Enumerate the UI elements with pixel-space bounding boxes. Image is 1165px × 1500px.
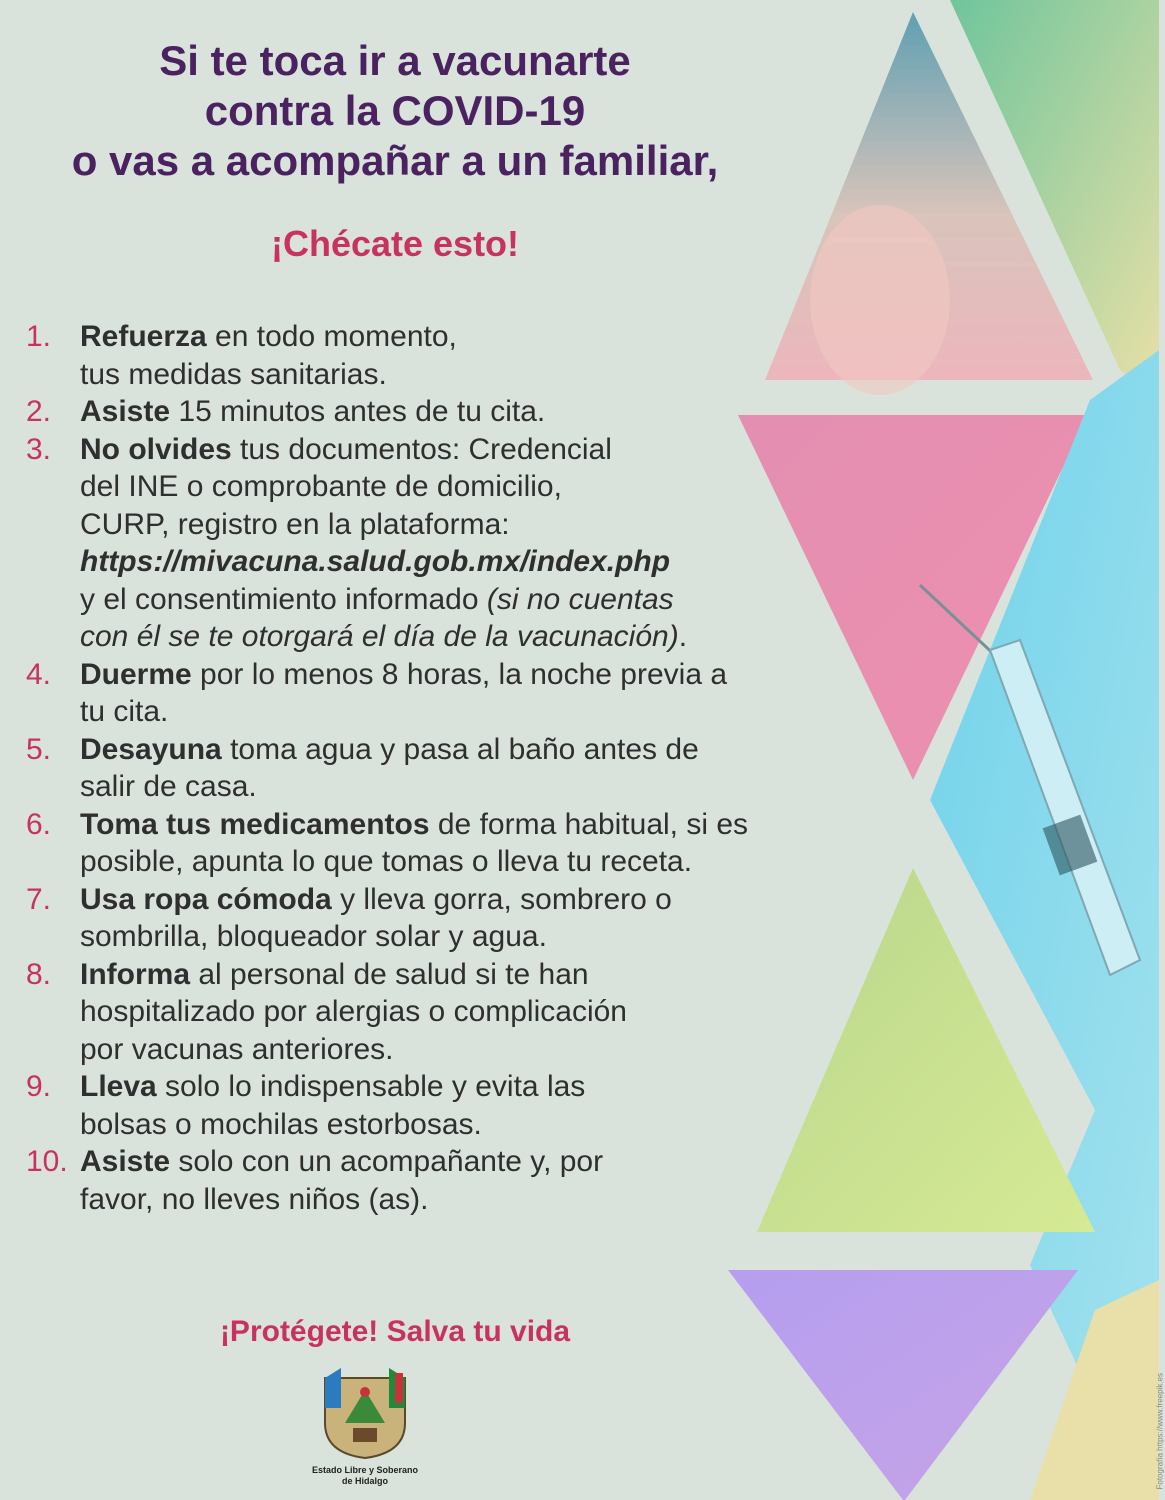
item-text: con él se te otorgará el día de la vacunación) xyxy=(80,620,679,653)
checklist-item xyxy=(26,956,876,1069)
coat-of-arms-icon xyxy=(315,1368,415,1460)
item-text: CURP, registro en la plataforma: xyxy=(80,507,510,541)
seal-caption-line: Estado Libre y Soberano xyxy=(311,1465,419,1475)
slogan: ¡Protégete! Salva tu vida xyxy=(219,1315,571,1348)
item-keyword: Lleva xyxy=(80,1070,157,1103)
checklist-item xyxy=(26,431,876,656)
item-text: de forma habitual, si es xyxy=(429,807,749,841)
item-text: bolsas o mochilas estorbosas. xyxy=(80,1107,482,1141)
checklist-item xyxy=(26,393,876,431)
item-text: posible, apunta lo que tomas o lleva tu receta. xyxy=(80,845,693,878)
checklist xyxy=(26,318,876,1218)
item-text: al personal de salud si te han xyxy=(190,957,589,991)
item-text: 15 minutos antes de tu cita. xyxy=(170,395,546,428)
item-text: salir de casa. xyxy=(80,770,257,803)
item-text: . xyxy=(678,620,688,653)
item-keyword: Desayuna xyxy=(80,732,222,766)
item-number: 10. xyxy=(26,1145,68,1178)
title-line: contra la COVID-19 xyxy=(204,87,586,134)
item-number: 9. xyxy=(26,1070,52,1103)
checklist-item xyxy=(26,1068,876,1143)
item-keyword: Toma tus medicamentos xyxy=(80,807,430,841)
item-text: en todo momento, xyxy=(206,320,457,353)
item-keyword: Usa ropa cómoda xyxy=(80,882,332,916)
item-number: 6. xyxy=(26,807,52,841)
checklist-item xyxy=(26,731,876,806)
item-number: 8. xyxy=(26,957,52,991)
checklist-item xyxy=(26,656,876,731)
item-keyword: Informa xyxy=(80,957,191,991)
photo-credit-text: Fotografía https://www.freepik.es xyxy=(1155,1373,1165,1490)
item-text: toma agua y pasa al baño antes de xyxy=(221,732,699,766)
item-number: 1. xyxy=(26,320,52,353)
item-text: solo con un acompañante y, por xyxy=(170,1145,604,1178)
item-text: hospitalizado por alergias o complicación xyxy=(80,995,627,1028)
checklist-item xyxy=(26,318,876,393)
item-text: sombrilla, bloqueador solar y agua. xyxy=(80,920,547,953)
item-number: 5. xyxy=(26,732,52,766)
title-line: Si te toca ir a vacunarte xyxy=(159,37,631,84)
photo-credit xyxy=(1115,1373,1165,1490)
subtitle: ¡Chécate esto! xyxy=(270,223,520,264)
item-number: 3. xyxy=(26,432,52,466)
item-number: 2. xyxy=(26,395,52,428)
checklist-item xyxy=(26,1143,876,1218)
item-text: tus documentos: Credencial xyxy=(231,432,612,466)
item-text: solo lo indispensable y evita las xyxy=(156,1070,586,1103)
item-text: y lleva gorra, sombrero o xyxy=(331,882,672,916)
hidalgo-seal xyxy=(300,1368,430,1494)
item-text: y el consentimiento informado xyxy=(80,582,487,616)
item-text: tus medidas sanitarias. xyxy=(80,357,387,391)
item-text: por lo menos 8 horas, la noche previa a xyxy=(191,657,728,691)
item-text: (si no cuentas xyxy=(486,582,674,616)
item-keyword: No olvides xyxy=(80,432,232,466)
title-line: o vas a acompañar a un familiar, xyxy=(71,137,719,184)
checklist-item xyxy=(26,806,876,881)
item-text: tu cita. xyxy=(80,695,169,728)
item-text: favor, no lleves niños (as). xyxy=(80,1182,429,1216)
item-keyword: Refuerza xyxy=(80,320,207,353)
item-number: 7. xyxy=(26,882,52,916)
checklist-item xyxy=(26,881,876,956)
item-number: 4. xyxy=(26,657,52,691)
item-keyword: Asiste xyxy=(80,395,171,428)
vaccine-photo-triangle-4 xyxy=(728,1270,1078,1500)
item-keyword: Asiste xyxy=(80,1145,171,1178)
seal-caption-line: de Hidalgo xyxy=(341,1476,388,1486)
item-text: del INE o comprobante de domicilio, xyxy=(80,470,562,503)
item-keyword: Duerme xyxy=(80,657,192,691)
item-text: por vacunas anteriores. xyxy=(80,1032,394,1066)
registration-url: https://mivacuna.salud.gob.mx/index.php xyxy=(80,545,671,578)
page-title xyxy=(20,36,770,186)
